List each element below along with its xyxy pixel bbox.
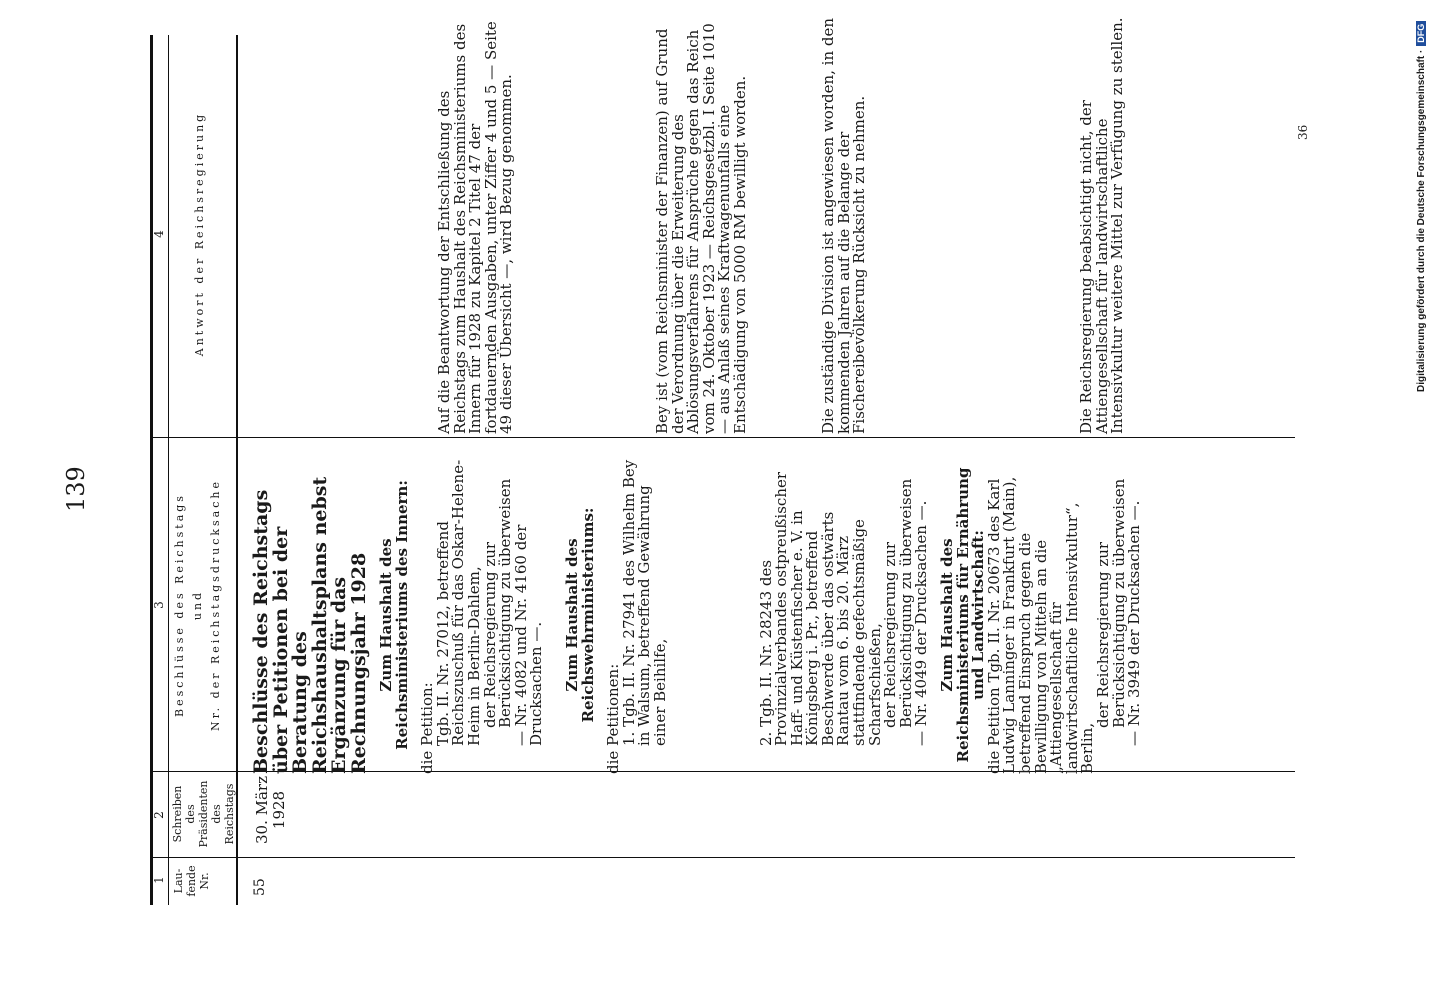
col-divider-1 [150,857,1295,858]
section-interior-ref: — Nr. 4082 und Nr. 4160 der Drucksachen —. [511,524,546,746]
header-col4: Antwort der Reichsregierung [193,111,206,357]
header-rule [236,35,238,905]
digitization-note-text: Digitalisierung gefördert durch die Deutsche Forschungsgemeinschaft · [1416,49,1427,392]
resolutions-column [252,456,1143,774]
entry-number: 55 [252,878,268,896]
answer-bey: Bey ist (vom Reichsminister der Finanzen) auf Grund der Verordnung über die Erweiterung des Ablösungsverfahrens für Ansprüche gegen das Reich vom 24. Oktober 1923 — Reichsgesetzbl. I Seite 1010 — aus Anlaß seines Kraftwagenunfalls eine Entschädigung von 5000 RM bewilligt worden. [653,23,749,434]
header-col1: Lau- fende Nr. [172,865,211,897]
section-defense-ref: — Nr. 4049 der Drucksachen —. [912,500,931,746]
resolution-title: Beschlüsse des Reichstags über Petitionen bei der Beratung des Reichshaushaltsplans nebst Ergänzung für das Rechnungsjahr 1928 [250,476,370,774]
colnum-1: 1 [152,876,166,884]
section-defense-intro: die Petitionen: [604,663,623,774]
section-interior-heading: Zum Haushalt des Reichsministeriums des Innern: [377,480,411,750]
section-defense-heading: Zum Haushalt des Reichswehrministeriums: [562,507,597,723]
colnum-3: 3 [152,601,166,609]
digitization-note [1416,21,1427,392]
colnum-4: 4 [152,230,166,238]
answer-agriculture: Die Reichsregierung beabsichtigt nicht, der Attiengesellschaft für landwirtschaftliche Intensivkultur weitere Mittel zur Verfügung zu stellen. [1077,17,1127,434]
page-number: 139 [62,466,90,512]
colnum-rule [168,35,169,905]
section-defense-item2: 2. Tgb. II. Nr. 28243 des Provinzialverbandes ostpreußischer Haff- und Küstenfischer e. V. in Königsberg i. Pr., betreffend Beschwerde über das ostwärts Rantau vom 6. bis 20. März stattfindende gefechtsmäßige Scharfschießen, [756,471,884,746]
answer-interior: Auf die Beantwortung der Entschließung des Reichstags zum Haushalt des Reichsministeriums des Innern für 1928 zu Kapitel 2 Titel 47 der fortdauernden Ausgaben, unter Ziffer 4 und 5 — Seite 49 dieser Übersicht —, wird Bezug genommen. [435,21,516,434]
section-defense-item1: 1. Tgb. II. Nr. 27941 des Wilhelm Bey in Walsum, betreffend Gewährung einer Beihilfe, [619,459,669,746]
dfg-logo-icon: DFG [1416,21,1426,46]
section-interior-petition: Tgb. II. Nr. 27012, betreffend Reichszuschuß für das Oskar-Helene-Heim in Berlin-Dahlem, [433,459,483,746]
header-col3-line3: Nr. der Reichstagsdrucksache [209,479,222,732]
section-interior-action: der Reichsregierung zur Berücksichtigung zu überweisen [480,478,515,728]
colnum-2: 2 [152,811,166,819]
section-defense-action: der Reichsregierung zur Berücksichtigung zu überweisen [881,478,915,728]
col-divider-3 [150,437,1295,438]
header-col2: Schreiben des Präsidenten des Reichstags [171,780,236,848]
footer-number: 36 [1296,124,1310,140]
header-col3-line1: Beschlüsse des Reichstags [173,493,186,717]
answer-fishery: Die zuständige Division ist angewiesen worden, in den kommenden Jahren auf die Belange der Fischereibevölkerung Rücksicht zu nehmen. [819,17,869,434]
section-agriculture-petition: die Petition Tgb. II. Nr. 20673 des Karl Ludwig Lanninger in Frankfurt (Main), betreffend Einspruch gegen die Bewilligung von Mitteln an die „Attiengesellschaft für landwirtschaftliche Intensivkultur“, Berlin, [984,476,1097,774]
section-agriculture-ref: — Nr. 3949 der Drucksachen —. [1125,500,1144,746]
section-interior-intro: die Petition: [418,682,437,774]
header-col3-line2: und [191,589,204,621]
section-agriculture-action: der Reichsregierung zur Berücksichtigung zu überweisen [1093,478,1128,728]
entry-date: 30. März 1928 [253,776,288,844]
digitization-margin [1416,0,1432,1000]
section-agriculture-heading: Zum Haushalt des Reichsministeriums für Ernährung und Landwirtschaft: [938,467,988,763]
